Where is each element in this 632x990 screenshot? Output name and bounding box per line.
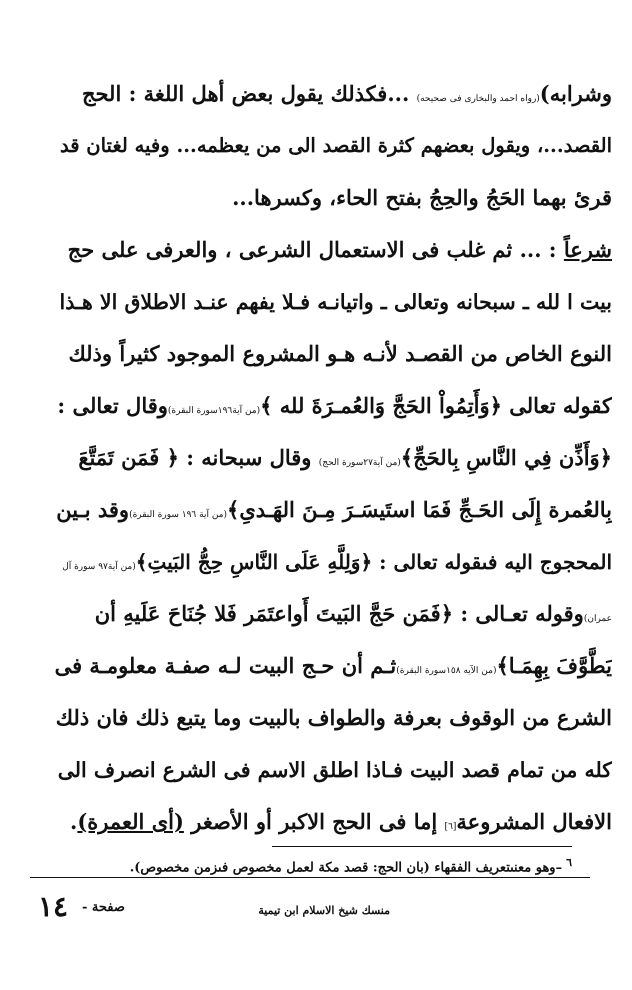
line-1-before: وشرابه) <box>539 81 612 106</box>
text-line-2: القصد...، ويقول بعضهم كثرة القصد الى من يعظمه... وفيه لغتان قد <box>59 134 612 157</box>
line-7-after: وقال تعالى : <box>57 393 168 418</box>
line-7-reference: (من آية١٩٦سورة البقرة) <box>167 406 261 416</box>
footnote-divider <box>272 846 572 847</box>
line-11-reference: عمران) <box>583 614 612 624</box>
page-footer <box>30 890 590 930</box>
line-15-after: إما فى الحج الاكبر أو الأصغر <box>183 809 445 834</box>
footer-page-label: صفحة - <box>82 900 125 915</box>
line-12-after: ثـم أن حـج البيت لـه صفـة معلومـة فى <box>54 653 397 678</box>
footer-divider <box>30 877 590 878</box>
footer-book-title: منسك شيخ الاسلام ابن تيمية <box>258 904 390 917</box>
line-15-end: . <box>70 809 78 834</box>
line-9-reference: (من آية ١٩٦ سورة البقرة) <box>129 510 228 520</box>
footer-page-number: ١٤ <box>38 890 69 923</box>
line-1-reference: (رواه احمد والبخارى فى صحيحه) <box>416 94 540 104</box>
text-line-9 <box>52 484 612 536</box>
line-1-after: ...فكذلك يقول بعض أهل اللغة : الحج <box>81 81 417 106</box>
text-line-1 <box>52 68 612 120</box>
line-9-after: وقد بـين <box>56 497 130 522</box>
line-8-after: وقال سبحانه : ﴿ فَمَن تَمَتَّعَ <box>78 445 319 470</box>
line-11-after: وقوله تعـالى : ﴿فَمَن حَجَّ البَيتَ أَواعتَمَر فَلا جُنَاحَ عَلَيهِ أن <box>94 601 584 626</box>
line-12-before: يَطَّوَّفَ بِهِمَـا﴾ <box>496 653 612 678</box>
line-10-reference: (من آية٩٧ سورة آل <box>62 562 136 572</box>
text-line-15 <box>52 796 612 848</box>
footnote <box>60 852 572 879</box>
footnote-text: –وهو معنىتعريف الفقهاء (بان الحج: قصد مكة لعمل مخصوص فىزمن مخصوص). <box>129 860 563 876</box>
line-9-before: بِالعُمرة إِلَى الحَـجِّ فَمَا استَيسَـرَ مِـنَ الهَـدىِ﴾ <box>227 497 612 522</box>
line-8-reference: (من آية٢٧سورة الحج) <box>318 458 401 468</box>
text-line-8 <box>52 432 612 484</box>
main-text <box>52 68 612 848</box>
line-4-text: : ... ثم غلب فى الاستعمال الشرعى ، والعرفى على حج <box>67 237 564 262</box>
line-10-before: المحجوج اليه فىقوله تعالى : ﴿وَلِلَّهِ عَلَى النَّاسِ حِجُّ البَيتِ﴾ <box>135 550 612 574</box>
line-8-before: ﴿وَأَذِّن فِي النَّاسِ بِالحَجِّ﴾ <box>400 445 612 470</box>
text-line-11 <box>52 588 612 640</box>
text-line-10 <box>52 536 612 588</box>
text-line-4 <box>52 224 612 276</box>
text-line-13: الشرع من الوقوف بعرفة والطواف بالبيت وما يتبع ذلك فان ذلك <box>55 705 612 730</box>
line-7-before: كقوله تعالى ﴿وَأَتِمُواْ الحَجَّ وَالعُمـرَةَ لله ﴾ <box>260 393 612 418</box>
line-15-before: الافعال المشروعة <box>456 809 612 834</box>
underlined-umrah-note: (أى العمرة) <box>77 809 184 834</box>
line-12-reference: (من الآيه ١٥٨سورة البقرة) <box>396 666 497 676</box>
text-line-12 <box>52 640 612 692</box>
footnote-marker: [٦] <box>444 822 457 832</box>
text-line-6: النوع الخاص من القصـد لأنـه هـو المشروع الموجود كثيراً وذلك <box>68 341 612 366</box>
footnote-number: ٦ <box>566 856 572 869</box>
text-line-5: بيت ا لله ـ سبحانه وتعالى ـ واتيانـه فـلا يفهم عنـد الاطلاق الا هـذا <box>59 290 612 314</box>
text-line-14: كله من تمام قصد البيت فـاذا اطلق الاسم فى الشرع انصرف الى <box>57 758 612 782</box>
section-heading-shar-an: شرعاً <box>563 237 612 262</box>
text-line-3: قرئ بهما الحَجُ والحِجُ بفتح الحاء، وكسرها... <box>232 185 612 210</box>
text-line-7 <box>52 380 612 432</box>
